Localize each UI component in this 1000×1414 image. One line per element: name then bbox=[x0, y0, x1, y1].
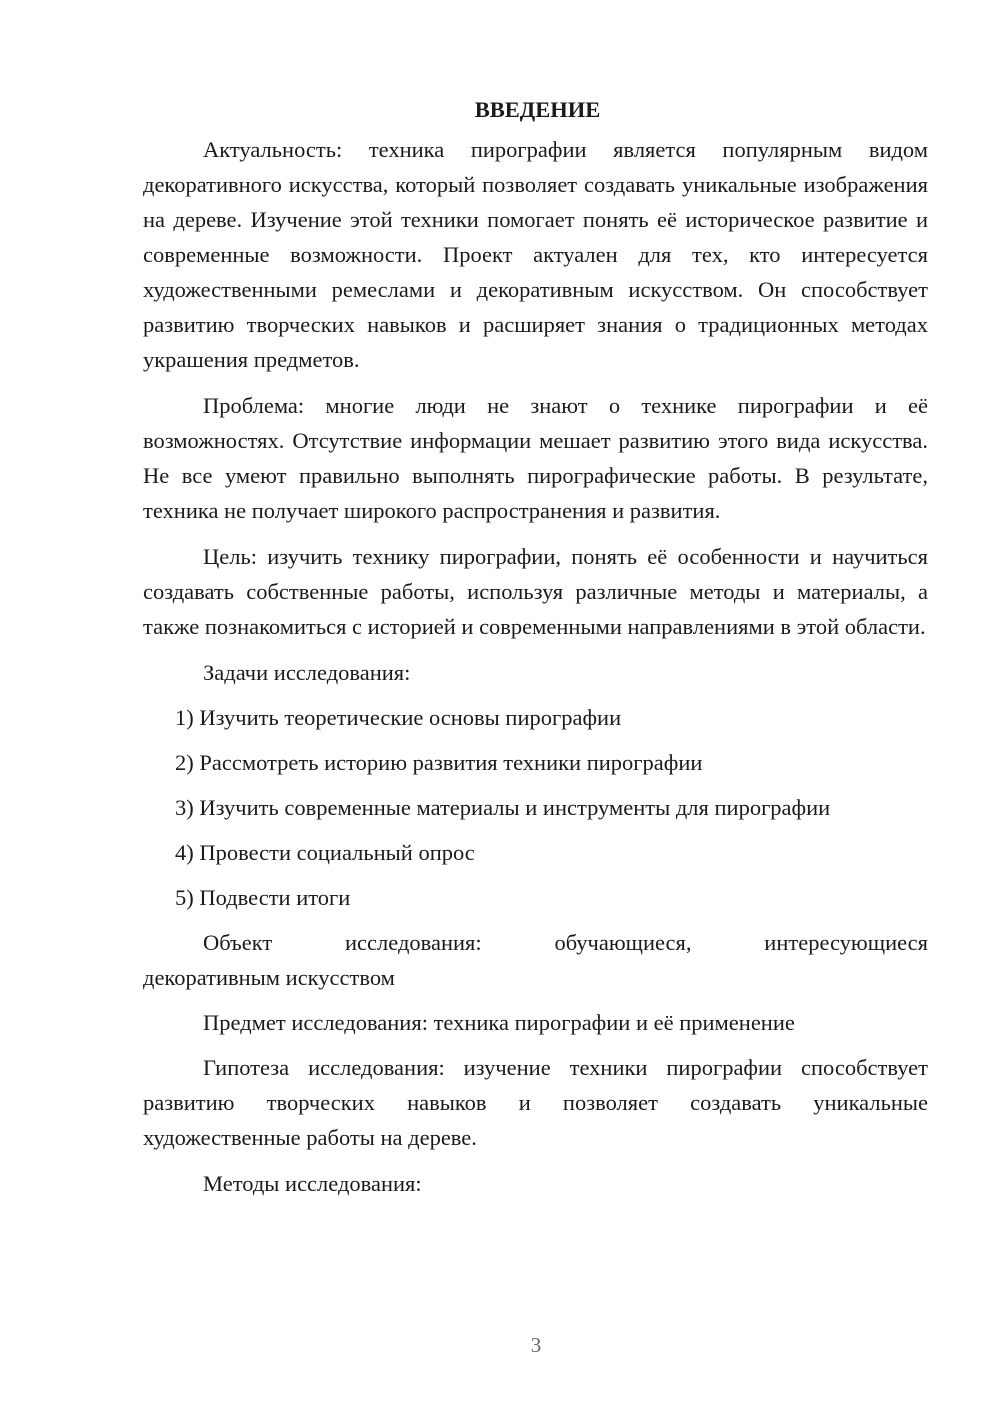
task-item-1: 1) Изучить теоретические основы пирографии bbox=[175, 705, 622, 730]
research-subject: Предмет исследования: техника пирографии и её применение bbox=[203, 1010, 795, 1035]
page-content bbox=[143, 92, 928, 1211]
task-item-3: 3) Изучить современные материалы и инструменты для пирографии bbox=[175, 795, 831, 820]
tasks-heading: Задачи исследования: bbox=[203, 660, 411, 685]
paragraph-problem: Проблема: многие люди не знают о технике пирографии и её возможностях. Отсутствие информации мешает развитию этого вида искусства. Не все умеют правильно выполнять пирографические работы. В результате, техника не получает широкого распространения и развития. bbox=[143, 393, 928, 523]
paragraph-relevance: Актуальность: техника пирографии является популярным видом декоративного искусства, который позволяет создавать уникальные изображения на дереве. Изучение этой техники помогает понять её историческое развитие и современные возможности. Проект актуален для тех, кто интересуется художественными ремеслами и декоративным искусством. Он способствует развитию творческих навыков и расширяет знания о традиционных методах украшения предметов. bbox=[143, 137, 928, 372]
tasks-list bbox=[143, 700, 928, 915]
research-hypothesis: Гипотеза исследования: изучение техники пирографии способствует развитию творческих навыков и позволяет создавать уникальные художественные работы на дереве. bbox=[143, 1055, 928, 1150]
research-object-line-1 bbox=[143, 925, 928, 960]
research-object-line-2: декоративным искусством bbox=[143, 965, 395, 990]
paragraph-goal: Цель: изучить технику пирографии, понять её особенности и научиться создавать собственные работы, используя различные методы и материалы, а также познакомиться с историей и современными направлениями в этой области. bbox=[143, 544, 928, 639]
research-object-word-3: обучающиеся, bbox=[554, 930, 692, 955]
research-object-word-2: исследования: bbox=[345, 930, 482, 955]
methods-heading: Методы исследования: bbox=[203, 1171, 422, 1196]
research-object-word-1: Объект bbox=[203, 930, 273, 955]
task-item-2: 2) Рассмотреть историю развития техники пирографии bbox=[175, 750, 703, 775]
page-number: 3 bbox=[530, 1333, 542, 1357]
research-object-word-4: интересующиеся bbox=[764, 930, 928, 955]
task-item-5: 5) Подвести итоги bbox=[175, 885, 351, 910]
research-object bbox=[143, 925, 928, 995]
task-item-4: 4) Провести социальный опрос bbox=[175, 840, 475, 865]
section-title: ВВЕДЕНИЕ bbox=[474, 97, 601, 122]
